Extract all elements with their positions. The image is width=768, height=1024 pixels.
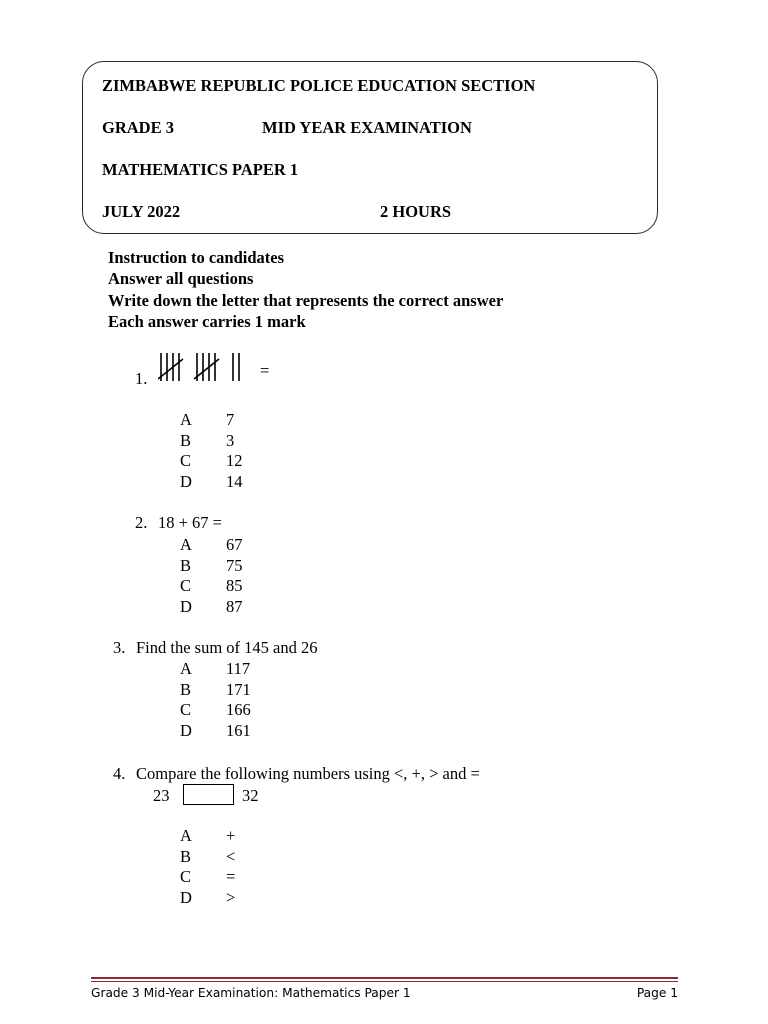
option-value: 75 <box>226 555 243 575</box>
option-letter: D <box>180 888 192 908</box>
option-b <box>180 556 243 577</box>
option-d <box>180 472 243 493</box>
options-list <box>180 535 243 618</box>
option-value: 117 <box>226 659 251 678</box>
option-value: 87 <box>226 597 243 617</box>
tally-group <box>194 353 219 381</box>
option-value: + <box>226 826 236 845</box>
option-d <box>180 597 243 618</box>
option-d <box>180 888 235 909</box>
option-value: < <box>226 846 236 866</box>
options-list <box>180 826 235 909</box>
footer-divider <box>91 981 678 982</box>
page-number: Page 1 <box>636 986 678 1000</box>
instructions-heading: Instruction to candidates <box>108 248 285 267</box>
option-a <box>180 535 243 556</box>
option-letter: B <box>180 555 192 575</box>
options-list <box>180 659 251 742</box>
school-name: ZIMBABWE REPUBLIC POLICE EDUCATION SECTION <box>102 76 536 95</box>
option-b <box>180 431 243 452</box>
option-c <box>180 576 243 597</box>
equals-sign: = <box>260 361 270 380</box>
option-letter: A <box>180 410 192 429</box>
option-c <box>180 700 251 721</box>
option-value: 171 <box>226 679 251 699</box>
option-d <box>180 721 251 742</box>
question-number: 1. <box>135 369 148 388</box>
option-letter: C <box>180 700 192 720</box>
option-value: 85 <box>226 576 243 596</box>
question-text: 18 + 67 = <box>158 513 222 532</box>
answer-box <box>183 784 234 805</box>
subject-title: MATHEMATICS PAPER 1 <box>102 160 299 179</box>
option-b <box>180 847 235 868</box>
option-c <box>180 867 235 888</box>
question-text: Compare the following numbers using <, +, > and = <box>136 764 480 783</box>
footer-title: Grade 3 Mid-Year Examination: Mathematics Paper 1 <box>91 986 411 1000</box>
option-a <box>180 410 243 431</box>
question-number: 3. <box>113 638 126 657</box>
option-letter: D <box>180 597 192 617</box>
options-list <box>180 410 243 493</box>
instructions-block <box>108 247 503 332</box>
instruction-line: Answer all questions <box>108 269 254 289</box>
question-number: 4. <box>113 764 126 783</box>
option-value: > <box>226 888 236 908</box>
option-value: 3 <box>226 430 235 450</box>
option-letter: C <box>180 451 192 471</box>
option-a <box>180 826 235 847</box>
option-letter: B <box>180 679 192 699</box>
compare-right-number: 32 <box>242 786 259 805</box>
option-value: 14 <box>226 472 243 492</box>
option-value: 7 <box>226 410 235 429</box>
option-letter: B <box>180 430 192 450</box>
option-letter: D <box>180 721 192 741</box>
question-number: 2. <box>135 513 148 532</box>
instruction-line: Write down the letter that represents the correct answer <box>108 290 504 310</box>
option-letter: A <box>180 535 192 554</box>
option-letter: B <box>180 846 192 866</box>
tally-group <box>233 353 239 381</box>
exam-duration: 2 HOURS <box>380 202 452 221</box>
option-value: 67 <box>226 535 243 554</box>
question-text: Find the sum of 145 and 26 <box>136 638 318 657</box>
tally-group <box>158 353 183 381</box>
option-letter: A <box>180 826 192 845</box>
option-letter: C <box>180 576 192 596</box>
option-b <box>180 680 251 701</box>
tally-marks-figure <box>158 349 258 385</box>
option-value: 12 <box>226 451 243 471</box>
exam-title: MID YEAR EXAMINATION <box>262 118 472 137</box>
option-value: = <box>226 867 236 887</box>
option-c <box>180 451 243 472</box>
exam-date: JULY 2022 <box>102 202 181 221</box>
instruction-line: Each answer carries 1 mark <box>108 311 306 331</box>
option-value: 166 <box>226 700 251 720</box>
option-letter: A <box>180 659 192 678</box>
grade-label: GRADE 3 <box>102 118 174 137</box>
option-letter: D <box>180 472 192 492</box>
compare-left-number: 23 <box>153 786 170 805</box>
option-letter: C <box>180 867 192 887</box>
footer-divider <box>91 977 678 979</box>
option-value: 161 <box>226 721 251 741</box>
option-a <box>180 659 251 680</box>
